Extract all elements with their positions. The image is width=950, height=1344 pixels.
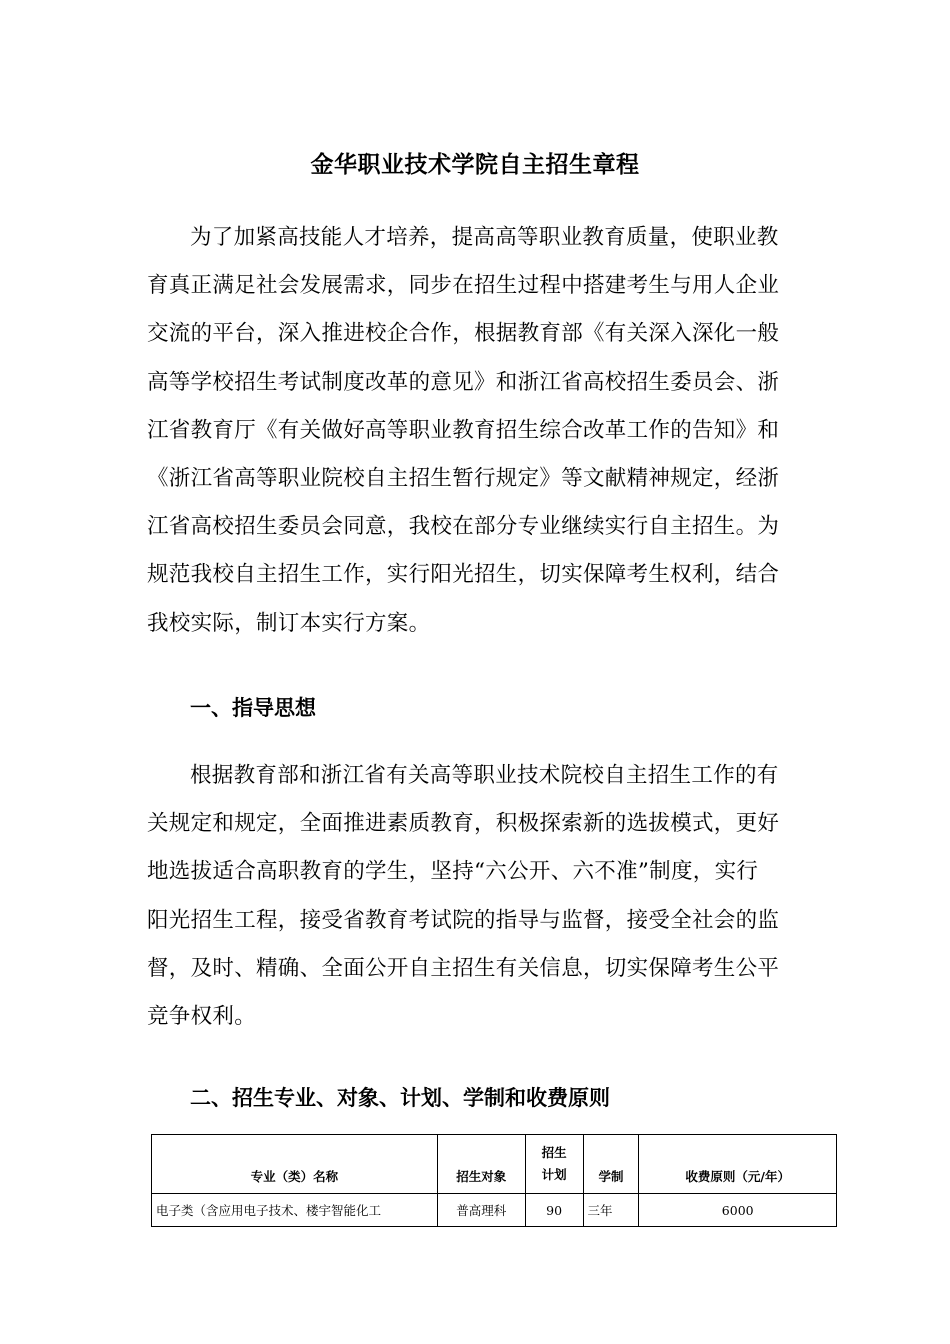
guiding-line: 督，及时、精确、全面公开自主招生有关信息，切实保障考生公平 [147,955,780,981]
intro-line: 高等学校招生考试制度改革的意见》和浙江省高校招生委员会、浙 [147,369,780,395]
guiding-line: 竞争权利。 [147,1003,257,1029]
admissions-table [151,1134,837,1227]
intro-line: 为了加紧高技能人才培养，提高高等职业教育质量，使职业教 [190,225,779,250]
header-plan [525,1135,583,1194]
cell-plan: 90 [525,1194,583,1227]
intro-line: 交流的平台，深入推进校企合作，根据教育部《有关深入深化一般 [147,321,780,347]
intro-line: 《浙江省高等职业院校自主招生暂行规定》等文献精神规定，经浙 [147,465,780,491]
header-years: 学制 [583,1135,639,1194]
guiding-line: 关规定和规定，全面推进素质教育，积极探索新的选拔模式，更好 [147,811,780,837]
guiding-line: 地选拔适合高职教育的学生，坚持“六公开、六不准”制度，实行 [147,859,759,885]
intro-line: 江省教育厅《有关做好高等职业教育招生综合改革工作的告知》和 [147,417,780,443]
section-heading-admissions: 二、招生专业、对象、计划、学制和收费原则 [190,1086,610,1110]
intro-line: 规范我校自主招生工作，实行阳光招生，切实保障考生权利，结合 [147,562,780,588]
guiding-line: 根据教育部和浙江省有关高等职业技术院校自主招生工作的有 [190,763,779,788]
table-header-row [152,1135,837,1194]
cell-target: 普高理科 [437,1194,525,1227]
intro-line: 江省高校招生委员会同意，我校在部分专业继续实行自主招生。为 [147,514,780,540]
header-major-name: 专业（类）名称 [152,1135,438,1194]
guiding-line: 阳光招生工程，接受省教育考试院的指导与监督，接受全社会的监 [147,907,780,933]
cell-major-name: 电子类（含应用电子技术、楼宇智能化工 [152,1194,438,1227]
intro-line: 育真正满足社会发展需求，同步在招生过程中搭建考生与用人企业 [147,273,780,299]
guiding-paragraph [147,752,797,1041]
cell-fee: 6000 [639,1194,837,1227]
section-heading-guiding: 一、指导思想 [190,696,316,720]
document-title: 金华职业技术学院自主招生章程 [310,152,640,178]
cell-years: 三年 [583,1194,639,1227]
table-row [152,1194,837,1227]
intro-line: 我校实际，制订本实行方案。 [147,610,431,636]
intro-paragraph [147,214,797,648]
header-target: 招生对象 [437,1135,525,1194]
header-plan-bottom: 计划 [541,1167,567,1182]
header-plan-top: 招生 [541,1145,567,1160]
header-fee: 收费原则（元/年） [639,1135,837,1194]
